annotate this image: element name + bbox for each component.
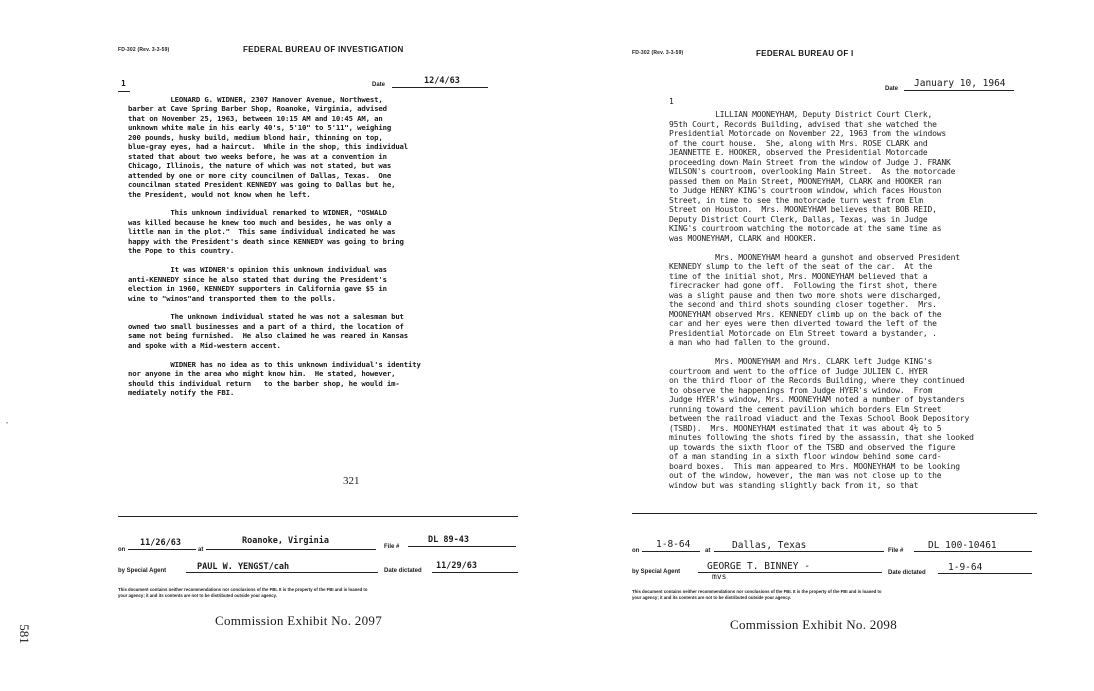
left-dictated-value: 11/29/63 [436,561,477,571]
left-page-underline [118,91,130,92]
left-on-underline [128,549,196,550]
left-header-title: FEDERAL BUREAU OF INVESTIGATION [243,45,404,54]
left-file-underline [408,546,516,547]
right-file-label: File # [888,548,904,554]
left-file-label: File # [384,544,400,550]
right-header-title: FEDERAL BUREAU OF I [756,49,854,58]
left-date-underline [392,87,488,88]
left-separator [118,516,518,517]
right-at-label: at [705,548,711,554]
right-separator [632,513,1037,514]
left-form-number: FD-302 (Rev. 3-3-59) [118,47,170,53]
left-date-value: 12/4/63 [424,76,460,86]
left-dictated-label: Date dictated [384,568,422,574]
right-body-text: LILLIAN MOONEYHAM, Deputy District Court Clerk, 95th Court, Records Building, advised that she watched the Presidential Motorcade on November 22, 1963 from the windows of the court house. She, along with Mrs. ROSE CLARK and JEANNETTE E. HOOKER, observed the Presidential Motorcade proceeding down Main Street from the window of Judge J. FRANK WILSON's courtroom, overlooking Main Street. As the motorcade passed them on Main Street, MOONEYHAM, CLARK and HOOKER ran to Judge HENRY KING's courtroom window, which faces Houston Street, in time to see the motorcade turn west from Elm Street on Houston. Mrs. MOONEYHAM believes that BOB REID, Deputy District Court Clerk, Dallas, Texas, was in Judge KING's courtroom watching the motorcade at the same time as was MOONEYHAM, CLARK and HOOKER. Mrs. MOONEYHAM heard a gunshot and observed President KENNEDY slump to the left of the seat of the car. At the time of the initial shot, Mrs. MOONEYHAM believed that a firecracker had gone off. Following the first shot, there was a slight pause and then two more shots were discharged, the second and third shots sounding closer together. Mrs. MOONEYHAM observed Mrs. KENNEDY climb up on the back of the car and her eyes were then diverted toward the left of the Presidential Motorcade on Elm Street toward a bystander, . a man who had fallen to the ground. Mrs. MOONEYHAM and Mrs. CLARK left Judge KING's courtroom and went to the office of Judge JULIEN C. HYER on the third floor of the Records Building, where they continued to observe the happenings from Judge HYER's window. From Judge HYER's window, Mrs. MOONEYHAM noted a number of bystanders running toward the cement pavilion which borders Elm Street between the railroad viaduct and the Texas School Book Depository (TSBD). Mrs. MOONEYHAM estimated that it was about 4½ to 5 minutes following the shots fired by the assassin, that she looked up towards the sixth floor of the TSBD and observed the figure of a man standing in a sixth floor window behind some card- board boxes. This man appeared to Mrs. MOONEYHAM to be looking out of the window, however, the man was not close up to the window but was standing slightly back from it, so that [669,110,974,490]
right-at-value: Dallas, Texas [732,540,807,551]
right-fine-print-1: This document contains neither recommendations nor conclusions of the FBI. It is the property of the FBI and is loaned to [632,589,882,594]
left-stamp-number: 321 [343,475,360,487]
margin-page-number: 581 [16,624,32,644]
right-on-underline [642,551,700,552]
right-agent-underline [698,572,882,573]
right-exhibit-caption: Commission Exhibit No. 2098 [730,617,898,632]
right-date-value: January 10, 1964 [914,78,1006,89]
right-date-underline [904,90,1014,91]
left-page-number: 1 [121,79,126,88]
right-agent-label: by Special Agent [632,569,681,575]
left-date-label: Date [372,82,386,88]
margin-tick-mark: · [4,418,11,429]
left-fine-print-1: This document contains neither recommendations nor conclusions of the FBI. It is the property of the FBI and is loaned to [118,587,368,592]
left-on-value: 11/26/63 [140,538,181,548]
left-agent-label: by Special Agent [118,568,167,574]
left-fine-print-2: your agency; it and its contents are not to be distributed outside your agency. [118,593,277,598]
left-dictated-underline [432,572,518,573]
right-date-label: Date [885,86,899,92]
right-agent-initials: mvs [712,572,727,581]
left-body-text: LEONARD G. WIDNER, 2307 Hanover Avenue, Northwest, barber at Cave Spring Barber Shop, Roanoke, Virginia, advised that on November 25, 1963, between 10:15 AM and 10:45 AM, an unknown white male in his early 40's, 5'10" to 5'11", weighing 200 pounds, husky build, medium blond hair, thinning on top, blue-gray eyes, had a haircut. While in the shop, this individual stated that about two weeks before, he was at a convention in Chicago, Illinois, the nature of which was not stated, but was attended by one or more city councilmen of Dallas, Texas. One councilman stated President KENNEDY was going to Dallas but he, the President, would not know when he left. This unknown individual remarked to WIDNER, "OSWALD was killed because he knew too much and besides, he was only a little man in the plot." This same individual indicated he was happy with the President's death since KENNEDY was going to bring the Pope to this country. It was WIDNER's opinion this unknown individual was anti-KENNEDY since he also stated that during the President's election in 1960, KENNEDY supporters in California gave $5 in wine to "winos"and transported them to the polls. The unknown individual stated he was not a salesman but owned two small businesses and a part of a third, the location of same not being furnished. He also claimed he was reared in Kansas and spoke with a Mid-western accent. WIDNER has no idea as to this unknown individual's identity nor anyone in the area who might know him. He stated, however, should this individual return to the barber shop, he would im- mediately notify the FBI. [128,95,421,398]
right-on-value: 1-8-64 [656,539,691,550]
left-at-label: at [198,547,204,553]
left-on-label: on [118,547,126,553]
right-file-value: DL 100-10461 [928,540,997,551]
right-dictated-underline [938,573,1032,574]
right-dictated-label: Date dictated [888,570,926,576]
right-fine-print-2: your agency; it and its contents are not to be distributed outside your agency. [632,595,791,600]
left-agent-value: PAUL W. YENGST/cah [197,562,290,572]
left-file-value: DL 89-43 [428,535,469,545]
right-form-number: FD-302 (Rev. 3-3-59) [632,50,684,56]
right-file-underline [914,551,1032,552]
left-exhibit-caption: Commission Exhibit No. 2097 [215,613,383,628]
right-at-underline [714,551,884,552]
right-page-number: 1 [669,97,674,106]
right-agent-value: GEORGE T. BINNEY - [707,561,810,572]
left-at-underline [206,549,376,550]
right-dictated-value: 1-9-64 [948,562,983,573]
right-on-label: on [632,548,640,554]
left-agent-underline [186,572,378,573]
left-at-value: Roanoke, Virginia [242,536,329,546]
